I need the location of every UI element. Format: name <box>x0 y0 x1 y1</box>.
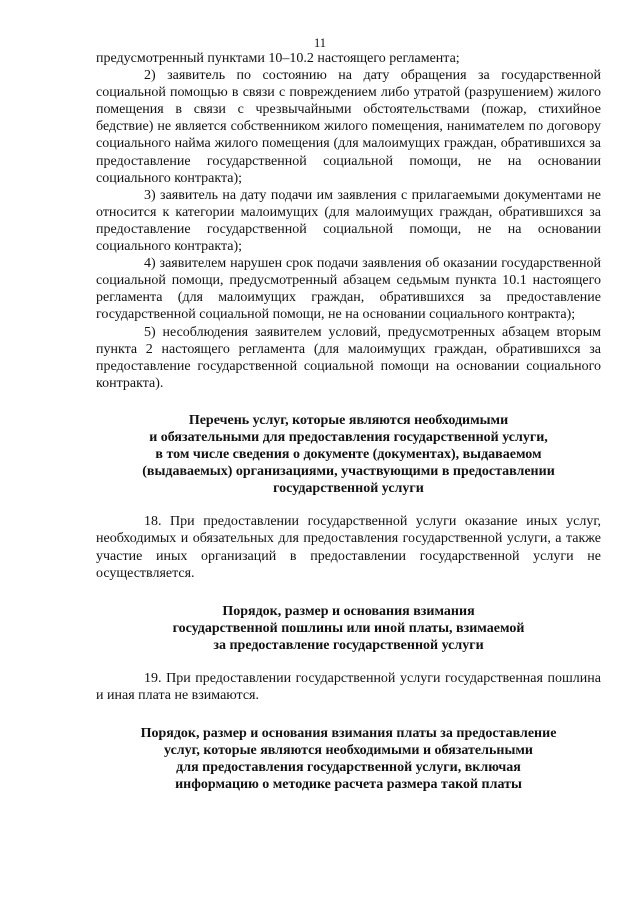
heading-line: государственной пошлины или иной платы, взимаемой <box>172 620 525 636</box>
paragraph-item-2: 2) заявитель по состоянию на дату обращения за государственной социальной помощью в связи с повреждением либо утратой (разрушением) жилого помещения в связи с чрезвычайными обстоятельствами (пожар, стихийное бедствие) не является собственником жилого помещения, нанимателем по договору социального найма жилого помещения (для малоимущих граждан, обратившихся за предоставление государственной социальной помощи, не на основании социального контракта); <box>96 68 601 186</box>
heading-line: для предоставления государственной услуги, включая <box>176 760 521 776</box>
paragraph-18: 18. При предоставлении государственной услуги оказание иных услуг, необходимых и обязательных для предоставления государственной услуги, а также участие иных организаций в предоставлении государственной услуги не осуществляется. <box>96 514 601 581</box>
paragraph-item-3: 3) заявитель на дату подачи им заявления с прилагаемыми документами не относится к категории малоимущих (для малоимущих граждан, обратившихся за предоставление государственной социальной помощи, не на основании социального контракта); <box>96 187 601 255</box>
section-heading-fee-for-services <box>96 725 601 793</box>
heading-line: информацию о методике расчета размера такой платы <box>175 777 522 793</box>
paragraph-item-4: 4) заявителем нарушен срок подачи заявления об оказании государственной социальной помощи, предусмотренный абзацем седьмым пункта 10.1 настоящего регламента (для малоимущих граждан, обратившихся за предоставление государственной социальной помощи, не на основании социального контракта); <box>96 256 601 323</box>
heading-line: в том числе сведения о документе (документах), выдаваемом <box>155 447 542 463</box>
heading-line: услуг, которые являются необходимыми и обязательными <box>164 743 533 759</box>
page-number: 11 <box>313 36 327 50</box>
paragraph-item-5: 5) несоблюдения заявителем условий, предусмотренных абзацем вторым пункта 2 настоящего регламента (для малоимущих граждан, обратившихся за предоставление государственной социальной помощи на основании социального контракта). <box>96 324 601 391</box>
section-heading-state-fee <box>96 603 601 654</box>
document-body <box>96 50 601 794</box>
section-heading-services-list <box>96 412 601 497</box>
paragraph-19: 19. При предоставлении государственной услуги государственная пошлина и иная плата не взимаются. <box>96 671 601 704</box>
heading-line: государственной услуги <box>273 481 424 497</box>
heading-line: Перечень услуг, которые являются необходимыми <box>188 412 509 428</box>
heading-line: Порядок, размер и основания взимания <box>222 603 475 619</box>
paragraph-continuation: предусмотренный пунктами 10–10.2 настоящего регламента; <box>96 51 460 66</box>
heading-line: и обязательными для предоставления государственной услуги, <box>149 429 548 445</box>
heading-line: за предоставление государственной услуги <box>213 637 484 653</box>
heading-line: (выдаваемых) организациями, участвующими в предоставлении <box>142 464 555 480</box>
heading-line: Порядок, размер и основания взимания платы за предоставление <box>140 726 557 742</box>
